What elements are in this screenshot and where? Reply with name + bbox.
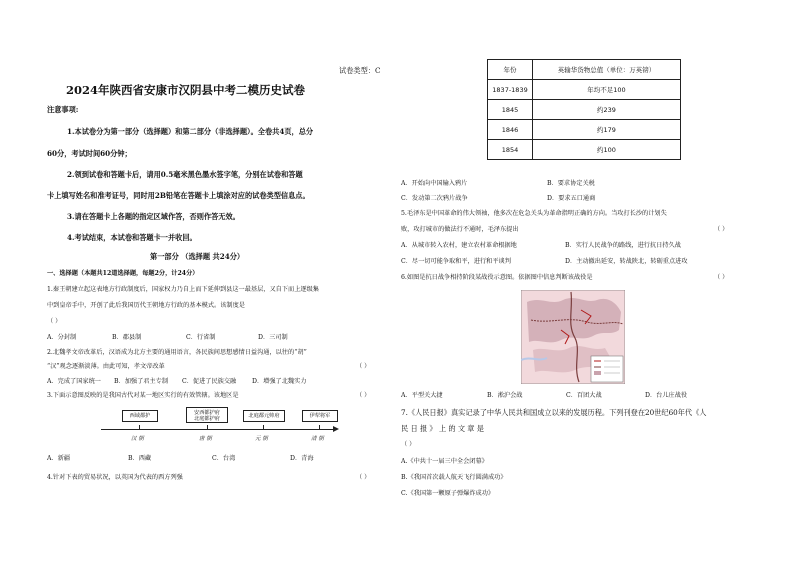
question-text: 7.《人民日报》真实记录了中华人民共和国成立以来的发展历程。下列刊登在20世纪60年代《人 (401, 408, 707, 417)
option-c: C．百团大战 (566, 392, 602, 399)
note-line: 4.考试结束，本试卷和答题卡一并收回。 (67, 233, 197, 242)
answer-paren: （ ） (356, 392, 371, 399)
part-title: 第一部分 （选择题 共24分） (150, 252, 245, 261)
dynasty-label: 元 朝 (255, 436, 268, 442)
timeline-tick (319, 425, 320, 429)
timeline-tick (207, 425, 208, 429)
table-cell: 1837-1839 (488, 80, 533, 100)
timeline-tick (139, 425, 140, 429)
option-a: A．完成了国家统一 (47, 378, 101, 385)
answer-paren: （ ） (47, 318, 62, 325)
option-a: A．新疆 (47, 455, 71, 462)
option-b: B．西藏 (128, 455, 152, 462)
note-line: 1.本试卷分为第一部分（选择题）和第二部分（非选择题）。全卷共4页，总分 (67, 127, 314, 136)
timeline-tick (263, 425, 264, 429)
river (521, 358, 547, 360)
option-d: D．台儿庄战役 (645, 392, 688, 399)
note-line: 卡上填写姓名和准考证号，同时用2B铅笔在答题卡上填涂对应的试卷类型信息点。 (47, 191, 310, 200)
note-line: 2.领到试卷和答题卡后，请用0.5毫米黑色墨水签字笔，分别在试卷和答题 (67, 170, 303, 179)
question-text: 6.如图是抗日战争相持阶段某战役示意图。依据图中信息判断该战役是 (401, 274, 593, 281)
option-d: D．要求五口通商 (547, 195, 596, 202)
table-row (488, 140, 681, 160)
question-text: 5.毛泽东是中国革命的伟大领袖，他多次在危急关头为革命指明正确的方向。当攻打长沙的计划失 (401, 210, 667, 217)
table-row (488, 120, 681, 140)
option-d: D．青海 (290, 455, 314, 462)
table-cell: 约239 (533, 100, 681, 120)
question-text: 败，攻打城市的做法行不通时，毛泽东提出 (401, 226, 519, 233)
timeline-box: 伊犁将军 (302, 410, 338, 422)
answer-paren: （ ） (356, 474, 371, 481)
question-text: 4.针对下表的贸易状况，以英国为代表的西方列强 (47, 474, 183, 481)
option-c: C．行省制 (186, 334, 216, 341)
answer-paren: （ ） (356, 363, 371, 370)
table-header-row (488, 60, 681, 80)
note-line: 60分，考试时间60分钟； (47, 149, 132, 158)
table-cell: 1854 (488, 140, 533, 160)
option-a: A．开始向中国输入鸦片 (401, 180, 468, 187)
option-a: A．平型关大捷 (401, 392, 443, 399)
timeline-box: 西域都护 (122, 410, 158, 422)
trade-table (487, 59, 681, 160)
table-cell: 1845 (488, 100, 533, 120)
dynasty-label: 唐 朝 (199, 436, 212, 442)
option-c: C．促进了民族交融 (182, 378, 237, 385)
question-text: 3.下面示意图反映的是我国古代对某一地区实行的有效管辖。该地区是 (47, 392, 239, 399)
legend-symbol (594, 371, 601, 375)
dynasty-label: 汉 朝 (131, 436, 144, 442)
paper-type: 试卷类型：C (339, 66, 381, 75)
answer-paren: （ ） (714, 226, 729, 233)
battle-map (521, 290, 625, 384)
dynasty-label: 清 朝 (311, 436, 324, 442)
option-a: A.《中共十一届三中全会闭幕》 (401, 458, 488, 465)
option-c: C.《我国第一颗原子弹爆炸成功》 (401, 490, 495, 497)
option-d: D．主动撤出延安，转战陕北，转砺重点进攻 (565, 258, 688, 265)
notes-heading: 注意事项: (47, 105, 79, 114)
option-a: A．分封制 (47, 334, 77, 341)
table-cell: 年均不足100 (533, 80, 681, 100)
page-title: 2024年陕西省安康市汉阴县中考二模历史试卷 (66, 83, 306, 97)
timeline-box: 安西都护府 北庭都护府 (186, 407, 228, 423)
timeline-box: 北庭都元帅府 (243, 410, 285, 422)
option-b: B．实行人民战争的路线，进行抗日持久战 (565, 242, 681, 249)
section-title: 一、选择题（本题共12道选择题，每题2分，计24分） (47, 270, 199, 277)
question-text: 民 日 报 》 上 的 文 章 是 (401, 424, 484, 433)
option-b: B.《我国首次载人航天飞行圆满成功》 (401, 474, 507, 481)
option-a: A．从城市转入农村，建立农村革命根据地 (401, 242, 517, 249)
option-b: B．要求协定关税 (547, 180, 595, 187)
note-line: 3.请在答题卡上各题的指定区域作答，否则作答无效。 (67, 212, 240, 221)
answer-paren: （ ） (714, 274, 729, 281)
option-d: D．三司制 (258, 334, 288, 341)
question-text: 1.秦王朝建立起这表地方行政制度后，国家权力乃自上而下延伸到县这一最基层，又自下而上逐级集 (47, 286, 319, 293)
table-header: 年份 (488, 60, 533, 80)
answer-paren: （ ） (401, 441, 416, 448)
question-text: “汉”观念逐渐淡薄。由此可知，孝文帝改革 (47, 363, 165, 370)
option-c: C．尽一切可能争取和平，进行和平谈判 (401, 258, 511, 265)
table-row (488, 80, 681, 100)
option-b: B．加强了君主专制 (114, 378, 169, 385)
map-legend (591, 356, 623, 382)
table-row (488, 100, 681, 120)
timeline-arrow (333, 426, 339, 432)
table-cell: 约179 (533, 120, 681, 140)
option-c: C．发动第二次鸦片战争 (401, 195, 468, 202)
option-c: C．台湾 (212, 455, 236, 462)
option-b: B．郡县制 (112, 334, 142, 341)
table-cell: 约100 (533, 140, 681, 160)
option-d: D．增强了北魏实力 (252, 378, 307, 385)
table-cell: 1846 (488, 120, 533, 140)
timeline-axis (101, 429, 334, 430)
option-b: B．淞沪会战 (487, 392, 523, 399)
question-text: 中到皇帝手中，开创了此后我国历代王朝地方行政的基本模式。该制度是 (47, 302, 245, 309)
table-header: 英输华货物总值（单位：万英镑） (533, 60, 681, 80)
question-text: 2.北魏孝文帝改革后，汉语成为北方主要的通用语言，各民族间思想感情日益沟通，以往的“胡” (47, 349, 307, 356)
